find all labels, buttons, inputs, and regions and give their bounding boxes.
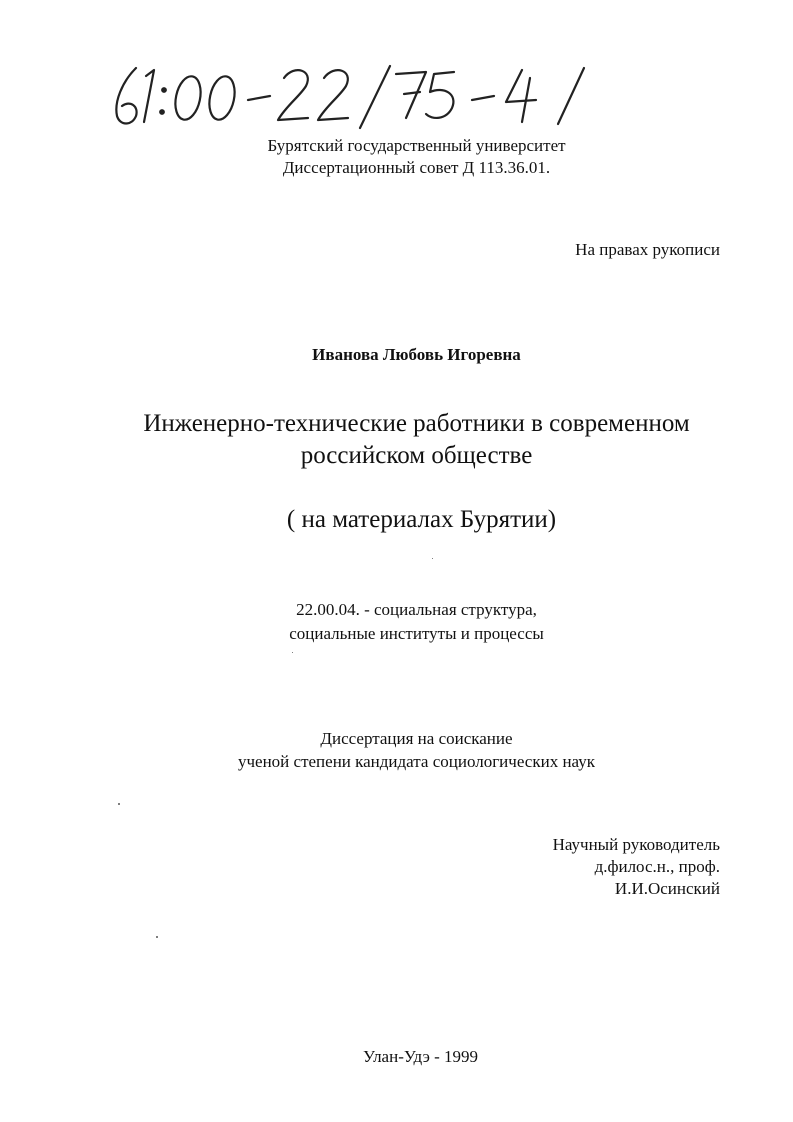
title-line-2: российском обществе [300,442,533,469]
specialty-line-1: 22.00.04. - социальная структура, [296,600,537,619]
specialty-code [20,598,793,646]
specialty-line-2: социальные институты и процессы [289,624,544,643]
degree-statement [20,727,793,773]
rights-note: На правах рукописи [575,240,720,259]
university-name: Бурятский государственный университет [267,136,566,155]
dissertation-subtitle: ( на материалах Бурятии) [286,506,557,533]
place-and-year: Улан-Удэ - 1999 [362,1047,479,1066]
handwritten-catalog-number [108,62,608,132]
author-name: Иванова Любовь Игоревна [312,345,521,364]
advisor-name: И.И.Осинский [614,879,720,898]
university-header [20,135,793,179]
scan-speck [118,803,120,805]
scientific-advisor [553,834,720,900]
advisor-degree: д.филос.н., проф. [594,857,720,876]
degree-line-1: Диссертация на соискание [320,729,513,748]
council-name: Диссертационный совет Д 113.36.01. [282,158,551,177]
dissertation-title [20,408,793,472]
advisor-role: Научный руководитель [552,835,720,854]
degree-line-2: ученой степени кандидата социологических наук [237,752,595,771]
scan-speck [432,558,433,559]
scan-speck [292,652,293,653]
scan-speck [156,936,158,938]
title-line-1: Инженерно-технические работники в современном [143,410,690,437]
